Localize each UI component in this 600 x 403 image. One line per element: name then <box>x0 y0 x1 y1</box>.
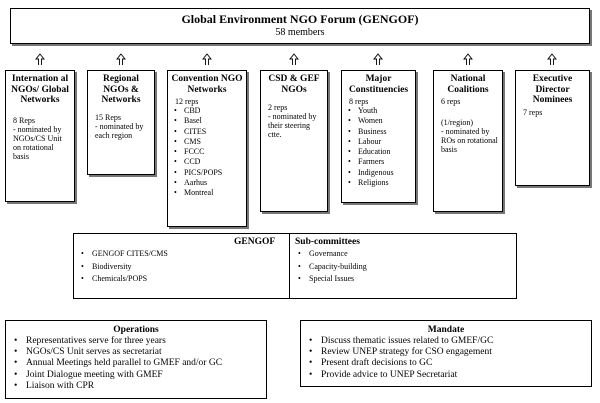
operations-item: • Annual Meetings held parallel to GMEF and/or GC <box>6 358 266 369</box>
up-arrow-icon <box>35 53 45 65</box>
convention-item: • CITES <box>168 127 246 137</box>
mandate-item: • Review UNEP strategy for CSO engagement <box>301 347 591 358</box>
operations-item: • Liaison with CPR <box>6 381 266 392</box>
constituencies-list <box>342 106 415 188</box>
convention-list <box>168 106 246 199</box>
convention-item: • CBD <box>168 106 246 116</box>
mandate-item: • Discuss thematic issues related to GMEF/GC <box>301 336 591 347</box>
column-title: Internation al NGOs/ Global Networks <box>11 74 69 105</box>
column-title: Executive Director Nominees <box>532 74 573 105</box>
mandate-item: • Provide advice to UNEP Secretariat <box>301 370 591 381</box>
up-arrow-icon <box>202 53 212 65</box>
gengof-item: • GENGOF CITES/CMS <box>74 248 284 261</box>
mandate-title: Mandate <box>427 325 465 335</box>
convention-item: • CCD <box>168 157 246 167</box>
column-note: 8 Reps - nominated by NGOs/CS Unit on rotational basis <box>13 115 62 161</box>
up-arrow-icon <box>463 53 473 65</box>
constituency-item: • Labour <box>342 137 415 147</box>
constituency-item: • Education <box>342 147 415 157</box>
column-national-coalitions <box>433 70 503 212</box>
constituency-item: • Youth <box>342 106 415 116</box>
gengof-list <box>74 248 284 286</box>
column-note: 2 reps - nominated by their steering ctte. <box>268 103 317 139</box>
column-reps: 8 reps <box>349 97 369 106</box>
convention-item: • PICS/POPS <box>168 168 246 178</box>
column-reps: 6 reps <box>441 97 461 106</box>
gengof-heading: GENGOF <box>234 237 276 247</box>
up-arrow-icon <box>547 53 557 65</box>
convention-item: • Montreal <box>168 188 246 198</box>
column-title: National Coalitions <box>447 74 489 95</box>
convention-item: • FCCC <box>168 147 246 157</box>
operations-title: Operations <box>113 325 159 335</box>
operations-item: • NGOs/CS Unit serves as secretariat <box>6 347 266 358</box>
column-title: CSD & GEF NGOs <box>268 74 320 95</box>
forum-member-count: 58 members <box>275 27 325 38</box>
subcommittee-item: • Special Issues <box>291 273 511 286</box>
forum-title: Global Environment NGO Forum (GENGOF) <box>181 12 419 26</box>
operations-list <box>6 336 266 392</box>
column-executive-director-nominees <box>515 70 590 186</box>
column-title: Regional NGOs & Networks <box>101 74 141 105</box>
column-major-constituencies <box>341 70 416 203</box>
subcommittee-item: • Governance <box>291 248 511 261</box>
convention-item: • Basel <box>168 116 246 126</box>
column-title: Major Constituencies <box>348 74 409 95</box>
constituency-item: • Women <box>342 116 415 126</box>
mandate-box <box>300 320 592 387</box>
constituency-item: • Indigenous <box>342 168 415 178</box>
mandate-list <box>301 336 591 381</box>
forum-box <box>10 8 590 44</box>
up-arrow-icon <box>289 53 299 65</box>
gengof-item: • Chemicals/POPS <box>74 273 284 286</box>
column-title: Convention NGO Networks <box>171 74 243 95</box>
constituency-item: • Religions <box>342 178 415 188</box>
column-convention-ngo-networks <box>167 70 247 227</box>
convention-item: • Aarhus <box>168 178 246 188</box>
subcommittee-item: • Capacity-building <box>291 261 511 274</box>
mandate-item: • Present draft decisions to GC <box>301 358 591 369</box>
up-arrow-icon <box>116 53 126 65</box>
operations-item: • Representatives serve for three years <box>6 336 266 347</box>
column-csd-gef-ngos <box>260 70 328 212</box>
column-international-ngos <box>5 70 75 202</box>
column-note: 15 Reps - nominated by each region <box>95 112 144 140</box>
divider <box>289 234 290 298</box>
constituency-item: • Business <box>342 127 415 137</box>
operations-item: • Joint Dialogue meeting with GMEF <box>6 370 266 381</box>
column-regional-ngos <box>87 70 155 175</box>
gengof-committees-box <box>73 233 517 299</box>
convention-item: • CMS <box>168 137 246 147</box>
column-reps: 7 reps <box>523 107 543 117</box>
operations-box <box>5 320 267 399</box>
up-arrow-icon <box>373 53 383 65</box>
column-reps: 12 reps <box>175 97 199 106</box>
column-note: (1/region) - nominated by ROs on rotational basis <box>441 118 498 154</box>
subcommittees-heading: Sub-committees <box>295 237 360 247</box>
gengof-item: • Biodiversity <box>74 261 284 274</box>
subcommittees-list <box>291 248 511 286</box>
constituency-item: • Farmers <box>342 157 415 167</box>
